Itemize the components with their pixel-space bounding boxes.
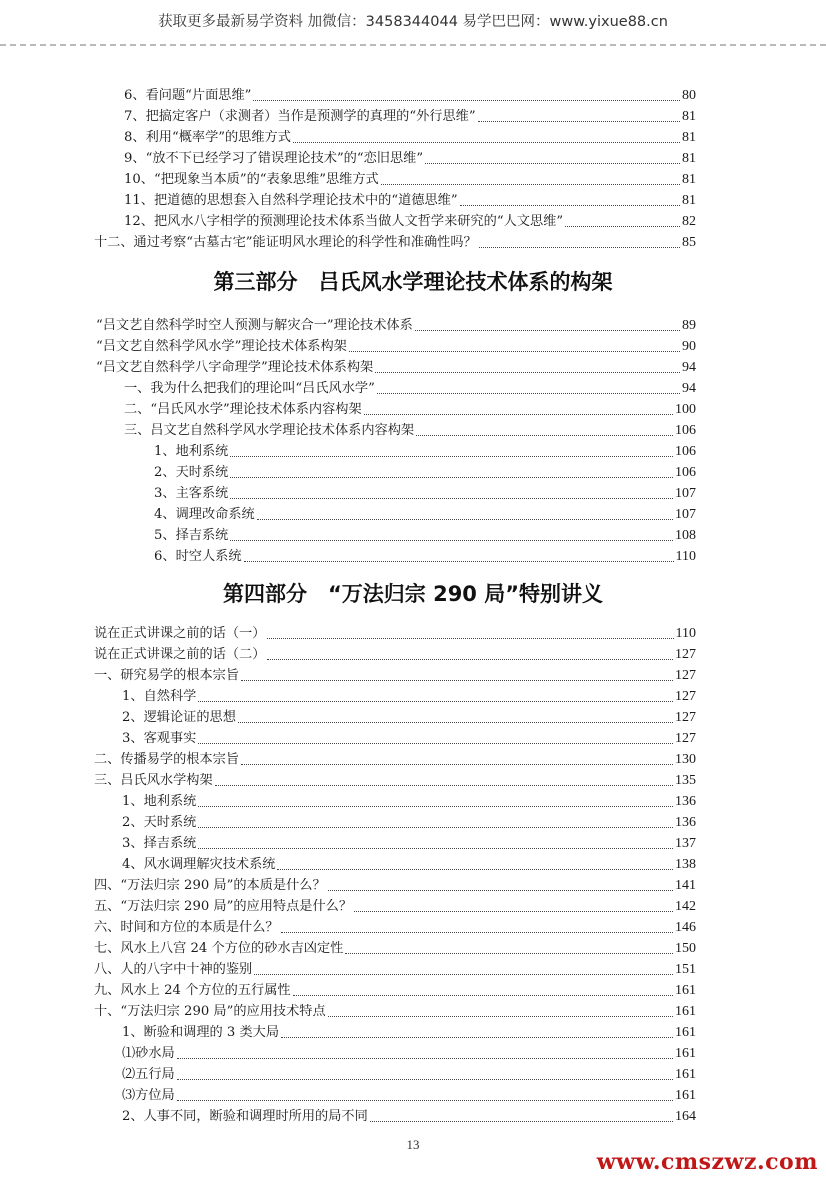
toc-entry[interactable]: 3、择吉系统 137	[122, 836, 696, 851]
toc-entry[interactable]: 五、“万法归宗 290 局”的应用特点是什么？ 142	[94, 899, 696, 914]
toc-entry[interactable]: 三、吕氏风水学构架 135	[94, 773, 696, 788]
toc-entry[interactable]: 八、人的八字中十神的鉴别 151	[94, 962, 696, 977]
toc-entry[interactable]: 12、把风水八字相学的预测理论技术体系当做人文哲学来研究的“人文思维” 82	[124, 214, 696, 229]
toc-entry[interactable]: 十、“万法归宗 290 局”的应用技术特点 161	[94, 1004, 696, 1019]
toc-entry[interactable]: 九、风水上 24 个方位的五行属性 161	[94, 983, 696, 998]
toc-entry[interactable]: 1、断验和调理的 3 类大局 161	[122, 1025, 696, 1040]
toc-entry[interactable]: 11、把道德的思想套入自然科学理论技术中的“道德思维” 81	[124, 193, 696, 208]
toc-entry[interactable]: ⑴砂水局 161	[122, 1046, 696, 1061]
toc-entry[interactable]: 二、传播易学的根本宗旨 130	[94, 752, 696, 767]
toc-entry[interactable]: 1、地利系统 106	[154, 444, 696, 459]
toc-entry[interactable]: ⑵五行局 161	[122, 1067, 696, 1082]
toc-entry[interactable]: 8、利用“概率学”的思维方式 81	[124, 130, 696, 145]
toc-entry[interactable]: 二、“吕氏风水学”理论技术体系内容构架 100	[124, 402, 696, 417]
toc-entry[interactable]: 6、时空人系统 110	[154, 549, 696, 564]
toc-entry[interactable]: 七、风水上八宫 24 个方位的砂水吉凶定性 150	[94, 941, 696, 956]
toc-entry[interactable]: 2、天时系统 136	[122, 815, 696, 830]
part3-heading: 第三部分 吕氏风水学理论技术体系的构架	[213, 270, 613, 294]
page-header: 获取更多最新易学资料 加微信：3458344044 易学巴巴网：www.yixue88.cn	[0, 0, 826, 46]
toc-entry[interactable]: 一、研究易学的根本宗旨 127	[94, 668, 696, 683]
toc-entry[interactable]: 9、“放不下已经学习了错误理论技术”的“恋旧思维” 81	[124, 151, 696, 166]
part4-heading: 第四部分 “万法归宗 290 局”特别讲义	[222, 582, 604, 606]
toc-entry[interactable]: 2、逻辑论证的思想 127	[122, 710, 696, 725]
toc-entry[interactable]: 一、我为什么把我们的理论叫“吕氏风水学” 94	[124, 381, 696, 396]
toc-entry[interactable]: 十二、通过考察“古墓古宅”能证明风水理论的科学性和准确性吗？ 85	[94, 235, 696, 250]
toc-entry[interactable]: “吕文艺自然科学八字命理学”理论技术体系构架 94	[96, 360, 696, 375]
toc-entry[interactable]: 3、客观事实 127	[122, 731, 696, 746]
toc-entry[interactable]: “吕文艺自然科学风水学”理论技术体系构架 90	[96, 339, 696, 354]
toc-entry[interactable]: 1、地利系统 136	[122, 794, 696, 809]
toc-entry[interactable]: 4、风水调理解灾技术系统 138	[122, 857, 696, 872]
toc-entry[interactable]: 三、吕文艺自然科学风水学理论技术体系内容构架 106	[124, 423, 696, 438]
toc-entry[interactable]: 2、天时系统 106	[154, 465, 696, 480]
toc-entry[interactable]: 1、自然科学 127	[122, 689, 696, 704]
toc-entry[interactable]: 说在正式讲课之前的话（二） 127	[94, 647, 696, 662]
toc-entry[interactable]: 四、“万法归宗 290 局”的本质是什么？ 141	[94, 878, 696, 893]
toc-entry[interactable]: 10、“把现象当本质”的“表象思维”思维方式 81	[124, 172, 696, 187]
toc-entry[interactable]: 说在正式讲课之前的话（一） 110	[94, 626, 696, 641]
site-watermark: www.cmszwz.com	[596, 1149, 818, 1175]
toc-entry[interactable]: 7、把搞定客户（求测者）当作是预测学的真理的“外行思维” 81	[124, 109, 696, 124]
toc-entry[interactable]: ⑶方位局 161	[122, 1088, 696, 1103]
toc-entry[interactable]: 6、看问题“片面思维” 80	[124, 88, 696, 103]
toc-entry[interactable]: 3、主客系统 107	[154, 486, 696, 501]
page-number: 13	[406, 1137, 420, 1152]
toc-entry[interactable]: 六、时间和方位的本质是什么？ 146	[94, 920, 696, 935]
toc-entry[interactable]: 2、人事不同，断验和调理时所用的局不同 164	[122, 1109, 696, 1124]
toc-entry[interactable]: 4、调理改命系统 107	[154, 507, 696, 522]
toc-entry[interactable]: 5、择吉系统 108	[154, 528, 696, 543]
toc-entry[interactable]: “吕文艺自然科学时空人预测与解灾合一”理论技术体系 89	[96, 318, 696, 333]
